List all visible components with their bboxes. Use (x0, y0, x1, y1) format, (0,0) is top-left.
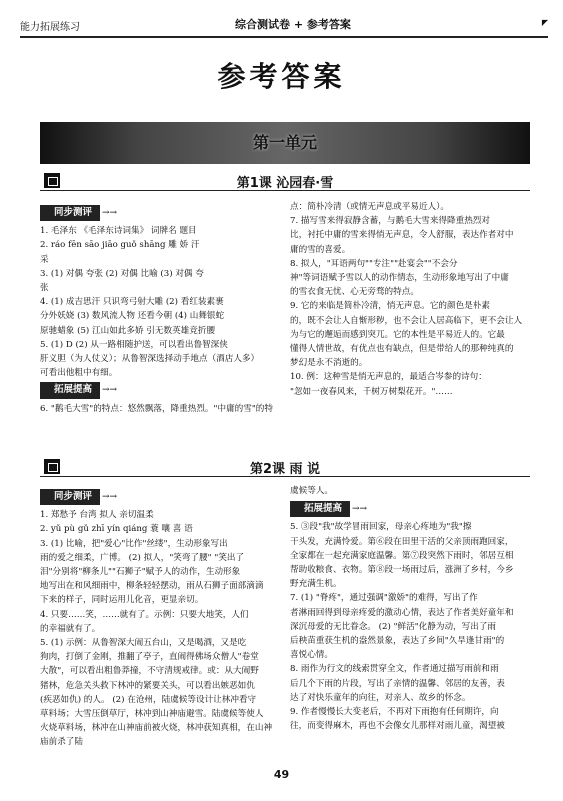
answer-line: 庸的雪的喜爱。 (290, 244, 351, 255)
answer-line: 野充满生机。 (290, 579, 342, 590)
answer-line: 7. (1) "脊疼"，通过强调"激娇"的难得，写出了作 (290, 593, 478, 604)
answer-line: 雨的爱之细柔，广博。 (2) 拟人，"笑弯了腰" "笑出了 (40, 552, 245, 563)
lesson1-right-column (290, 200, 530, 399)
answer-line: 4. 只要……笑，……就有了。示例：只要大地笑，人们 (40, 609, 249, 620)
arrow-icon: →→ (102, 208, 118, 218)
answer-line: 3. (1) 比喻，把"爱心"比作"丝缕"，生动形象写出 (40, 538, 228, 549)
answer-line: 达了对快乐童年的向往，对亲人、故乡的怀念。 (290, 692, 471, 703)
answer-line: 比，衬托中庸的雪来得悄无声息，令人舒服，表达作者对中 (290, 230, 514, 241)
section-name: 综合测试卷 + 参考答案 (235, 18, 351, 31)
lesson2-header (40, 458, 530, 477)
answer-line: 泪"分别将"柳条儿""石狮子"赋予人的动作，生动形象 (40, 567, 241, 578)
answer-line: 者淋雨回得到母亲疼爱的激动心情，表达了作者美好童年和 (290, 607, 514, 618)
answer-line: 全家都在一起充满家庭温馨。第⑦段突然下雨时，邻居互相 (290, 550, 514, 561)
arrow-icon: →→ (102, 385, 118, 396)
answer-line: 2. ráo fēn sāo jiāo guǒ shāng 雕 娇 汗 (40, 240, 200, 251)
answer-line: 大散"，可以看出粗鲁莽撞，不守清规戒律。或：从大闹野 (40, 666, 259, 677)
unit-banner (40, 122, 530, 164)
lesson2-right-column (290, 484, 530, 733)
lesson1-left-lines (40, 224, 280, 380)
lesson2-right-lines (290, 520, 530, 733)
answer-line: 2. yǔ pù gǔ zhī yín qiáng 蓑 嚷 喜 语 (40, 524, 193, 535)
answer-line: 深沉母爱的无比眷念。 (2) "鲜活"化静为动，写出了雨 (290, 621, 497, 632)
answer-line: 的，既不会让人自惭形秽，也不会让人居高临下，更不会让人 (290, 315, 523, 326)
section-tag-sync: 同步测评 (40, 205, 100, 221)
answer-line: 的雪衣食无忧、心无旁骛的特点。 (290, 287, 419, 298)
answer-line: 5. ③段"我"故学冒雨回家，母亲心疼地为"我"擦 (290, 522, 472, 533)
answer-line: 张 (40, 283, 49, 294)
answer-line: 下来的样子，同时运用儿化音，更显亲切。 (40, 595, 204, 606)
answer-line: 往，而变得麻木，再也不会像女儿那样对雨儿童，渴望被 (290, 721, 505, 732)
answer-line: 地写出在和风细雨中，柳条轻轻摆动，雨从石狮子面部滴滴 (40, 581, 264, 592)
lesson2-right-lines-top (290, 484, 530, 498)
lesson2-left-lines (40, 508, 280, 749)
lesson1-left-lines-after (40, 402, 280, 416)
answer-line: 1. 郑愁予 台湾 拟人 亲切温柔 (40, 510, 154, 521)
answer-line: 后几个下雨的片段，写出了亲情的温馨、邻居的友善，表 (290, 678, 505, 689)
lesson1-header (40, 172, 530, 191)
answer-line: 火烧草料场，林冲在山神庙前被火烧，林冲获知真相，在山神庙前杀了陆 (40, 723, 273, 748)
lesson1-title: 第1课 沁园春·雪 (236, 176, 334, 191)
answer-line: 干头发，充满怜爱。第⑥段在田里干活的父亲顶雨跑回家， (290, 536, 514, 547)
answer-line: 神"等词语赋予雪以人的动作情态，生动形象地写出了中庸 (290, 273, 509, 284)
answer-line: 可看出他粗中有细。 (40, 368, 118, 379)
section-tag-sync: 同步测评 (40, 489, 100, 505)
answer-line: 10. 例：这种雪是悄无声息的，最适合岑参的诗句： (290, 372, 487, 383)
lesson1-left-column (40, 204, 280, 416)
corner-mark: ◤ (541, 18, 548, 27)
unit-label: 第一单元 (252, 133, 317, 152)
answer-line: 后秧苗重获生机的盎然景象，表达了乡间"久旱逢甘雨"的 (290, 636, 505, 647)
answer-line: 6. "鹅毛大雪"的特点：悠然飘落，降重热烈。"中庸的雪"的特 (40, 403, 273, 414)
answer-line: 9. 它的来临是简朴冷清，悄无声息。它的颜色是朴素 (290, 301, 490, 312)
answer-line: 分外妖娆 (3) 数风流人物 还看今朝 (4) 山舞银蛇 (40, 311, 225, 322)
answer-line: 3. (1) 对偶 夸张 (2) 对偶 比喻 (3) 对偶 夸 (40, 268, 204, 279)
answer-line: 1. 毛泽东 《毛泽东诗词集》 词牌名 题目 (40, 226, 197, 237)
answer-line: 肝义胆（为人仗义）；从鲁智深选择动手地点（酒店人多） (40, 354, 260, 365)
answer-line: 点：简朴冷清（或情无声息或平易近人）。 (290, 202, 449, 212)
answer-line: 梦幻是永不消逝的。 (290, 358, 368, 369)
page-title: 参考答案 (217, 60, 346, 93)
answer-line: (疾恶如仇) 的人。 (2) 在沧州，陆虞候等设计让林冲看守 (40, 694, 257, 705)
answer-line: 为与它的邂逅而感到突兀。它的本性是平易近人的。它最 (290, 329, 505, 340)
answer-line: 帮助收粮食、衣物。第⑧段一场雨过后，涨洲了乡村，今乡 (290, 565, 514, 576)
answer-line: 5. (1) 示例：从鲁智深大闹五台山，又是喝酒，又是吃 (40, 638, 247, 649)
lesson1-right-lines (290, 200, 530, 399)
answer-line: "忽如一夜春风来，千树万树梨花开。"…… (290, 386, 453, 397)
lesson2-left-column (40, 488, 280, 750)
answer-line: 8. 雨作为行文的线索贯穿全文，作者通过描写雨前和雨 (290, 664, 499, 675)
answer-line: 7. 描写雪来得寂静含蓄，与鹅毛大雪来得降重热烈对 (290, 216, 490, 227)
answer-line: 的幸福就有了。 (40, 623, 101, 634)
series-name: 能力拓展练习 (20, 22, 80, 33)
running-header (20, 14, 548, 38)
lesson2-title: 第2课 雨 说 (249, 462, 321, 477)
arrow-icon: →→ (102, 492, 118, 502)
section-tag-expand: 拓展提高 (40, 382, 100, 398)
answer-line: 原驰蜡象 (5) 江山如此多娇 引无数英雄竞折腰 (40, 325, 216, 336)
answer-line: 采 (40, 254, 49, 265)
answer-line: 懂得人情世故，有优点也有缺点，但是带给人的那种纯真的 (290, 344, 514, 355)
answer-line: 喜悦心情。 (290, 650, 333, 661)
answer-line: 狗肉，打倒了金刚，推翻了亭子，直闹得佛场众僧人"卷堂 (40, 652, 259, 663)
answer-line: 9. 作者慢慢长大变老后，不再对下雨抱有任何期许，向 (290, 707, 499, 718)
answer-line: 猪林，危急关头救下林冲的紧要关头，可以看出嫉恶如仇 (40, 680, 255, 691)
answer-line: 8. 拟人，"耳语两句""专注""赴宴会""不会分 (290, 258, 458, 269)
answer-line: 5. (1) D (2) 从一路相随护送，可以看出鲁智深侠 (40, 339, 228, 350)
answer-line: 虞候等人。 (290, 486, 333, 496)
arrow-icon: →→ (352, 504, 368, 515)
answer-line: 草料场；大雪压倒草厅，林冲到山神庙避雪。陆虞候等使人 (40, 709, 264, 720)
page-number: 49 (273, 768, 290, 781)
answer-line: 4. (1) 成吉思汗 只识弯弓射大雕 (2) 看红装素裹 (40, 297, 224, 308)
section-tag-expand: 拓展提高 (290, 501, 350, 517)
